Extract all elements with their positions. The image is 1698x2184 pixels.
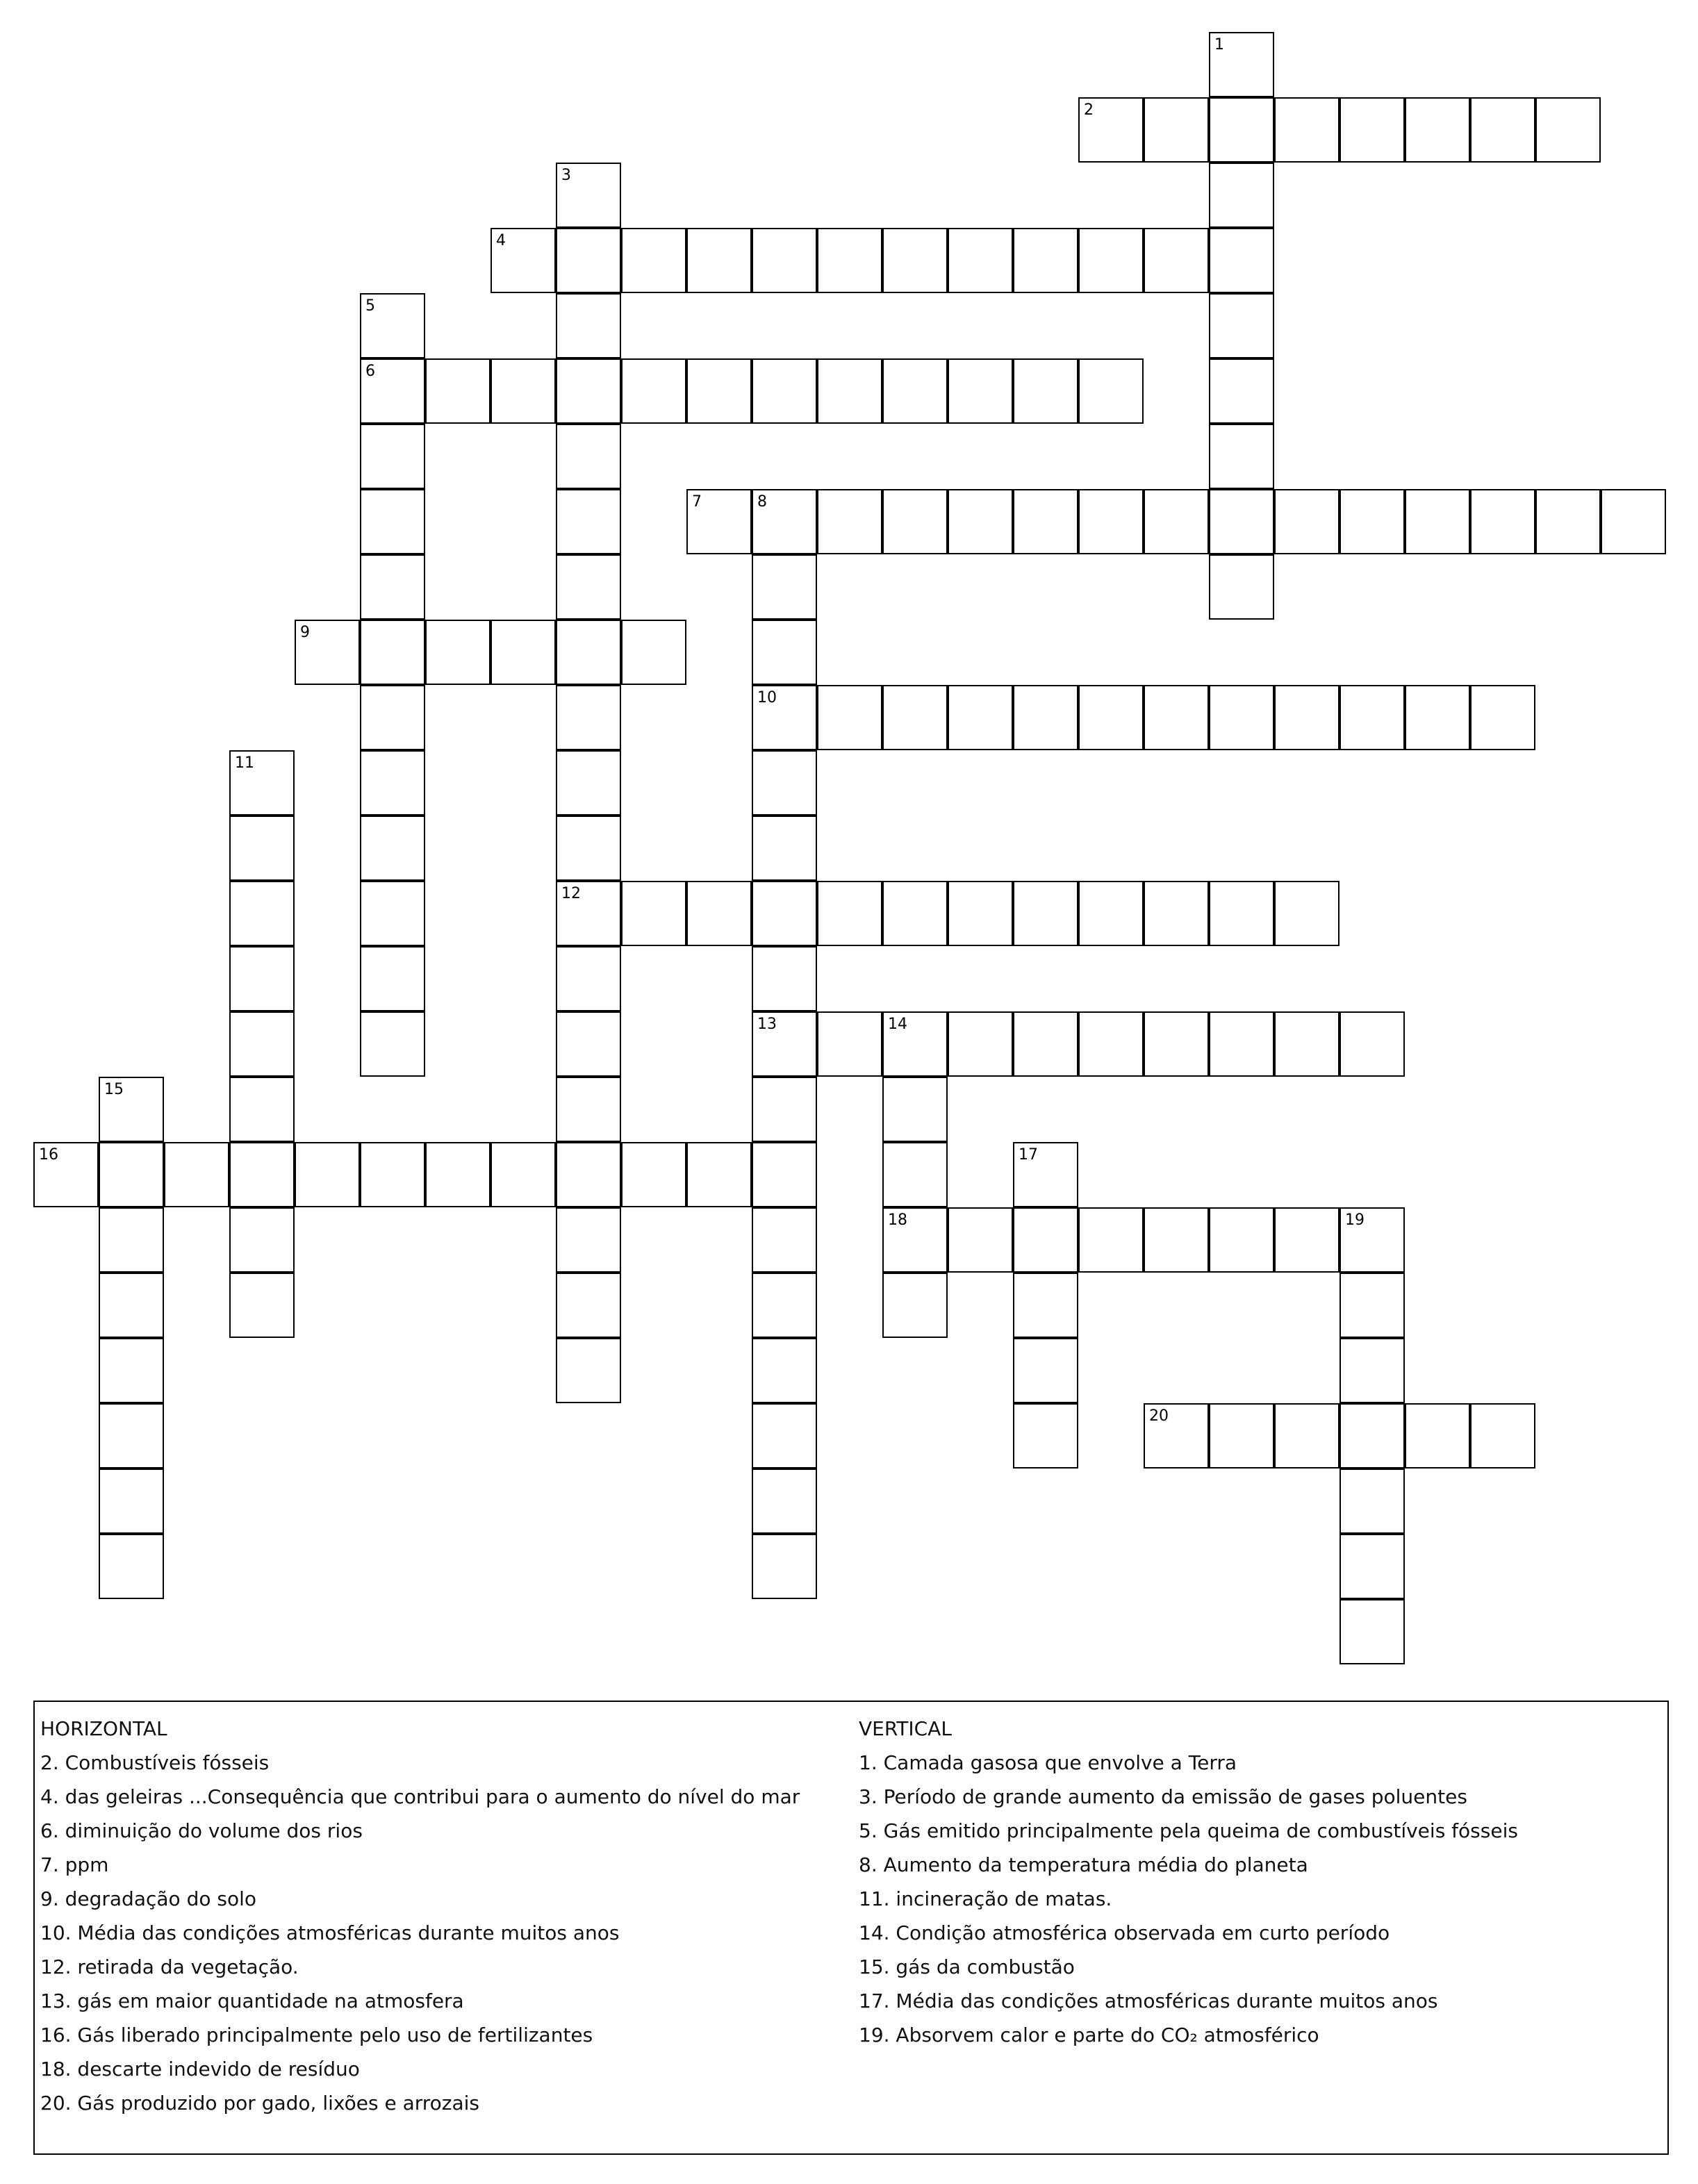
clue-number: 12 <box>561 885 581 902</box>
grid-cell[interactable] <box>1405 1403 1470 1469</box>
grid-cell[interactable] <box>1340 1011 1405 1077</box>
grid-cell[interactable] <box>1013 1338 1078 1403</box>
grid-cell[interactable] <box>556 1273 621 1338</box>
grid-cell[interactable] <box>948 685 1013 750</box>
grid-cell[interactable] <box>1013 1403 1078 1469</box>
clue-v-5: 5. Gás emitido principalmente pela queima de combustíveis fósseis <box>859 1819 1518 1842</box>
grid-cell[interactable] <box>1144 881 1209 946</box>
grid-cell[interactable] <box>752 1273 817 1338</box>
grid-cell[interactable] <box>752 620 817 685</box>
grid-cell[interactable] <box>621 620 686 685</box>
clue-h-13: 13. gás em maior quantidade na atmosfera <box>40 1989 464 2012</box>
grid-cell[interactable] <box>1013 685 1078 750</box>
grid-cell[interactable] <box>1209 97 1274 163</box>
grid-cell[interactable] <box>556 293 621 358</box>
grid-cell[interactable] <box>752 358 817 424</box>
vertical-clues <box>859 1712 1518 2052</box>
grid-cell[interactable] <box>882 1077 948 1142</box>
grid-cell[interactable] <box>99 1207 164 1273</box>
grid-cell[interactable] <box>556 1077 621 1142</box>
grid-cell[interactable] <box>1013 228 1078 293</box>
clue-number: 11 <box>235 754 254 772</box>
grid-cell[interactable] <box>556 554 621 620</box>
grid-cell[interactable] <box>360 489 425 554</box>
grid-cell[interactable] <box>556 1207 621 1273</box>
grid-cell[interactable] <box>621 228 686 293</box>
grid-cell[interactable] <box>1144 489 1209 554</box>
clue-v-11: 11. incineração de matas. <box>859 1887 1112 1910</box>
grid-cell[interactable] <box>1340 1469 1405 1534</box>
grid-cell[interactable] <box>817 881 882 946</box>
grid-cell[interactable] <box>1013 489 1078 554</box>
grid-cell[interactable] <box>1209 489 1274 554</box>
grid-cell[interactable] <box>1144 97 1209 163</box>
grid-cell[interactable] <box>752 1534 817 1599</box>
clue-number: 4 <box>496 232 506 249</box>
grid-cell[interactable] <box>686 1142 752 1207</box>
grid-cell[interactable] <box>621 358 686 424</box>
grid-cell[interactable] <box>1209 685 1274 750</box>
grid-cell[interactable] <box>229 1077 295 1142</box>
grid-cell[interactable] <box>1209 1207 1274 1273</box>
grid-cell[interactable] <box>229 1011 295 1077</box>
clue-number: 20 <box>1149 1407 1169 1425</box>
grid-cell[interactable] <box>1144 1011 1209 1077</box>
grid-cell[interactable] <box>948 489 1013 554</box>
grid-cell[interactable] <box>1340 1599 1405 1664</box>
grid-cell[interactable] <box>229 1142 295 1207</box>
clue-number: 16 <box>39 1146 58 1164</box>
grid-cell[interactable] <box>99 1469 164 1534</box>
clue-number: 19 <box>1345 1211 1365 1229</box>
grid-cell[interactable] <box>360 424 425 489</box>
clue-number: 10 <box>757 689 777 706</box>
grid-cell[interactable] <box>1470 685 1535 750</box>
clue-number: 18 <box>888 1211 907 1229</box>
grid-cell[interactable] <box>556 358 621 424</box>
grid-cell[interactable] <box>1013 1273 1078 1338</box>
grid-cell[interactable] <box>1274 685 1340 750</box>
grid-cell[interactable] <box>1209 554 1274 620</box>
grid-cell[interactable] <box>752 946 817 1011</box>
grid-cell[interactable] <box>1405 685 1470 750</box>
grid-cell[interactable] <box>817 685 882 750</box>
grid-cell[interactable] <box>425 358 491 424</box>
grid-cell[interactable] <box>752 816 817 881</box>
grid-cell[interactable] <box>752 1469 817 1534</box>
grid-cell[interactable] <box>1340 1403 1405 1469</box>
grid-cell[interactable] <box>686 881 752 946</box>
clue-number: 2 <box>1084 101 1094 119</box>
grid-cell[interactable] <box>1274 1011 1340 1077</box>
grid-cell[interactable] <box>556 1338 621 1403</box>
clue-h-12: 12. retirada da vegetação. <box>40 1955 299 1978</box>
grid-cell[interactable] <box>882 685 948 750</box>
grid-cell[interactable] <box>1340 685 1405 750</box>
grid-cell[interactable] <box>556 750 621 816</box>
clue-number: 13 <box>757 1016 777 1033</box>
clue-h-6: 6. diminuição do volume dos rios <box>40 1819 363 1842</box>
grid-cell[interactable] <box>621 1142 686 1207</box>
grid-cell[interactable] <box>491 358 556 424</box>
horizontal-clues <box>40 1712 800 2120</box>
grid-cell[interactable] <box>1405 97 1470 163</box>
grid-cell[interactable] <box>752 1403 817 1469</box>
grid-cell[interactable] <box>1340 1534 1405 1599</box>
clue-h-16: 16. Gás liberado principalmente pelo uso de fertilizantes <box>40 2024 593 2046</box>
clue-v-15: 15. gás da combustão <box>859 1955 1075 1978</box>
clue-number: 7 <box>692 493 702 511</box>
grid-cell[interactable] <box>1274 1207 1340 1273</box>
grid-cell[interactable] <box>948 1011 1013 1077</box>
grid-cell[interactable] <box>752 881 817 946</box>
grid-cell[interactable] <box>229 1207 295 1273</box>
clue-v-19: 19. Absorvem calor e parte do CO₂ atmosférico <box>859 2024 1319 2046</box>
grid-cell[interactable] <box>1209 881 1274 946</box>
grid-cell[interactable] <box>1209 1011 1274 1077</box>
grid-cell[interactable] <box>1274 489 1340 554</box>
grid-cell[interactable] <box>1209 1403 1274 1469</box>
clue-number: 14 <box>888 1016 907 1033</box>
grid-cell[interactable] <box>1535 97 1601 163</box>
grid-cell[interactable] <box>882 228 948 293</box>
grid-cell[interactable] <box>1274 881 1340 946</box>
grid-cell[interactable] <box>556 816 621 881</box>
clue-h-9: 9. degradação do solo <box>40 1887 257 1910</box>
clue-number: 1 <box>1214 36 1224 53</box>
clue-number: 3 <box>561 167 571 184</box>
grid-cell[interactable] <box>99 1273 164 1338</box>
grid-cell[interactable] <box>164 1142 229 1207</box>
grid-cell[interactable] <box>752 554 817 620</box>
grid-cell[interactable] <box>752 1207 817 1273</box>
clue-number: 8 <box>757 493 767 511</box>
grid-cell[interactable] <box>1144 228 1209 293</box>
grid-cell[interactable] <box>229 881 295 946</box>
grid-cell[interactable] <box>882 1142 948 1207</box>
grid-cell[interactable] <box>360 816 425 881</box>
grid-cell[interactable] <box>1209 293 1274 358</box>
grid-cell[interactable] <box>1535 489 1601 554</box>
clue-number: 6 <box>365 363 375 380</box>
clue-number: 5 <box>365 297 375 315</box>
clue-h-7: 7. ppm <box>40 1853 109 1876</box>
clue-v-14: 14. Condição atmosférica observada em curto período <box>859 1921 1390 1944</box>
grid-cell[interactable] <box>360 554 425 620</box>
grid-cell[interactable] <box>948 1207 1013 1273</box>
grid-cell[interactable] <box>1078 489 1144 554</box>
clue-h-18: 18. descarte indevido de resíduo <box>40 2058 360 2080</box>
grid-cell[interactable] <box>1078 358 1144 424</box>
grid-cell[interactable] <box>817 228 882 293</box>
grid-cell[interactable] <box>1470 1403 1535 1469</box>
grid-cell[interactable] <box>556 685 621 750</box>
grid-cell[interactable] <box>556 489 621 554</box>
clue-h-4: 4. das geleiras ...Consequência que contribui para o aumento do nível do mar <box>40 1785 800 1808</box>
grid-cell[interactable] <box>360 881 425 946</box>
grid-cell[interactable] <box>1078 881 1144 946</box>
grid-cell[interactable] <box>360 620 425 685</box>
grid-cell[interactable] <box>556 1142 621 1207</box>
grid-cell[interactable] <box>1405 489 1470 554</box>
clue-v-17: 17. Média das condições atmosféricas durante muitos anos <box>859 1989 1438 2012</box>
grid-cell[interactable] <box>1209 424 1274 489</box>
grid-cell[interactable] <box>1013 1207 1078 1273</box>
grid-cell[interactable] <box>425 1142 491 1207</box>
grid-cell[interactable] <box>752 1338 817 1403</box>
grid-cell[interactable] <box>556 424 621 489</box>
grid-cell[interactable] <box>556 620 621 685</box>
grid-cell[interactable] <box>1470 489 1535 554</box>
grid-cell[interactable] <box>1078 1207 1144 1273</box>
grid-cell[interactable] <box>882 1273 948 1338</box>
grid-cell[interactable] <box>1340 1338 1405 1403</box>
grid-cell[interactable] <box>1013 881 1078 946</box>
clue-h-20: 20. Gás produzido por gado, lixões e arrozais <box>40 2092 479 2115</box>
clue-number: 9 <box>300 624 310 641</box>
grid-cell[interactable] <box>752 1142 817 1207</box>
clue-v-1: 1. Camada gasosa que envolve a Terra <box>859 1751 1237 1774</box>
grid-cell[interactable] <box>360 685 425 750</box>
grid-cell[interactable] <box>1274 1403 1340 1469</box>
grid-cell[interactable] <box>1078 1011 1144 1077</box>
grid-cell[interactable] <box>99 1534 164 1599</box>
grid-cell[interactable] <box>491 1142 556 1207</box>
horizontal-heading: HORIZONTAL <box>40 1717 167 1740</box>
grid-cell[interactable] <box>817 358 882 424</box>
grid-cell[interactable] <box>1470 97 1535 163</box>
grid-cell[interactable] <box>1209 358 1274 424</box>
grid-cell[interactable] <box>1340 1273 1405 1338</box>
grid-cell[interactable] <box>425 620 491 685</box>
grid-cell[interactable] <box>99 1142 164 1207</box>
grid-cell[interactable] <box>1013 1011 1078 1077</box>
grid-cell[interactable] <box>752 750 817 816</box>
grid-cell[interactable] <box>556 946 621 1011</box>
clue-box <box>33 1701 1669 2155</box>
vertical-heading: VERTICAL <box>859 1717 952 1740</box>
grid-cell[interactable] <box>621 881 686 946</box>
grid-cell[interactable] <box>1209 228 1274 293</box>
grid-cell[interactable] <box>295 1142 360 1207</box>
grid-cell[interactable] <box>948 228 1013 293</box>
grid-cell[interactable] <box>491 620 556 685</box>
grid-cell[interactable] <box>1274 97 1340 163</box>
grid-cell[interactable] <box>686 358 752 424</box>
grid-cell[interactable] <box>1078 685 1144 750</box>
grid-cell[interactable] <box>229 1273 295 1338</box>
grid-cell[interactable] <box>1013 358 1078 424</box>
grid-cell[interactable] <box>1209 163 1274 228</box>
grid-cell[interactable] <box>752 228 817 293</box>
clue-v-8: 8. Aumento da temperatura média do planeta <box>859 1853 1308 1876</box>
clue-number: 17 <box>1019 1146 1038 1164</box>
clue-number: 15 <box>104 1081 124 1098</box>
grid-cell[interactable] <box>556 228 621 293</box>
grid-cell[interactable] <box>229 816 295 881</box>
clue-h-2: 2. Combustíveis fósseis <box>40 1751 270 1774</box>
grid-cell[interactable] <box>948 358 1013 424</box>
grid-cell[interactable] <box>948 881 1013 946</box>
grid-cell[interactable] <box>882 358 948 424</box>
grid-cell[interactable] <box>360 1011 425 1077</box>
grid-cell[interactable] <box>752 1077 817 1142</box>
grid-cell[interactable] <box>556 1011 621 1077</box>
clue-v-3: 3. Período de grande aumento da emissão de gases poluentes <box>859 1785 1467 1808</box>
grid-cell[interactable] <box>360 946 425 1011</box>
grid-cell[interactable] <box>1340 489 1405 554</box>
grid-cell[interactable] <box>99 1403 164 1469</box>
grid-cell[interactable] <box>360 1142 425 1207</box>
grid-cell[interactable] <box>1340 97 1405 163</box>
grid-cell[interactable] <box>882 489 948 554</box>
clue-h-10: 10. Média das condições atmosféricas durante muitos anos <box>40 1921 620 1944</box>
grid-cell[interactable] <box>229 946 295 1011</box>
grid-cell[interactable] <box>1078 228 1144 293</box>
grid-cell[interactable] <box>1144 1207 1209 1273</box>
grid-cell[interactable] <box>1144 685 1209 750</box>
grid-cell[interactable] <box>686 228 752 293</box>
grid-cell[interactable] <box>817 1011 882 1077</box>
grid-cell[interactable] <box>817 489 882 554</box>
grid-cell[interactable] <box>360 750 425 816</box>
grid-cell[interactable] <box>882 881 948 946</box>
grid-cell[interactable] <box>99 1338 164 1403</box>
grid-cell[interactable] <box>1601 489 1666 554</box>
